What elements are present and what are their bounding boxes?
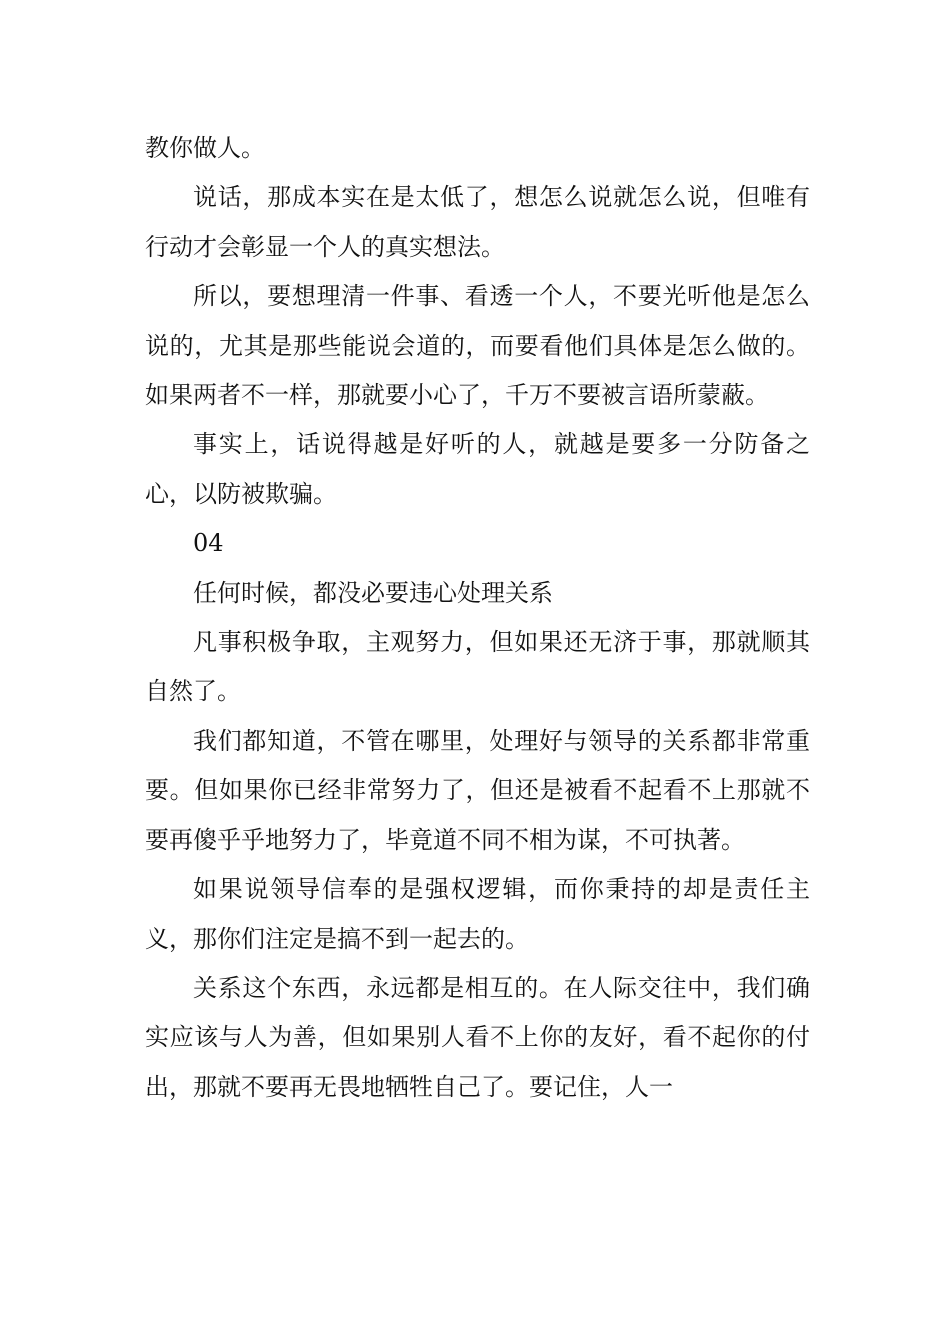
section-heading: 任何时候，都没必要违心处理关系 <box>193 578 553 607</box>
paragraph-speech-cost: 说话，那成本实在是太低了，想怎么说就怎么说，但唯有行动才会彰显一个人的真实想法。 <box>145 183 810 261</box>
paragraph-continuation: 教你做人。 <box>145 134 265 162</box>
paragraph-let-it-be: 凡事积极争取，主观努力，但如果还无济于事，那就顺其自然了。 <box>145 628 810 706</box>
paragraph-mutual-relations: 关系这个东西，永远都是相互的。在人际交往中，我们确实应该与人为善，但如果别人看不上你的友好，看不起你的付出，那就不要再无畏地牺牲自己了。要记住，人一 <box>145 973 810 1101</box>
paragraph-guard: 事实上，话说得越是好听的人，就越是要多一分防备之心，以防被欺骗。 <box>145 430 810 508</box>
paragraph-leader-relations: 我们都知道，不管在哪里，处理好与领导的关系都非常重要。但如果你已经非常努力了，但还是被看不起看不上那就不要再傻乎乎地努力了，毕竟道不同不相为谋，不可执著。 <box>145 726 810 854</box>
document-page <box>145 124 810 1112</box>
section-number: 04 <box>193 529 224 558</box>
paragraph-see-through-people: 所以，要想理清一件事、看透一个人，不要光听他是怎么说的，尤其是那些能说会道的，而要看他们具体是怎么做的。如果两者不一样，那就要小心了，千万不要被言语所蒙蔽。 <box>145 282 810 410</box>
paragraph-power-logic: 如果说领导信奉的是强权逻辑，而你秉持的却是责任主义，那你们注定是搞不到一起去的。 <box>145 875 810 953</box>
